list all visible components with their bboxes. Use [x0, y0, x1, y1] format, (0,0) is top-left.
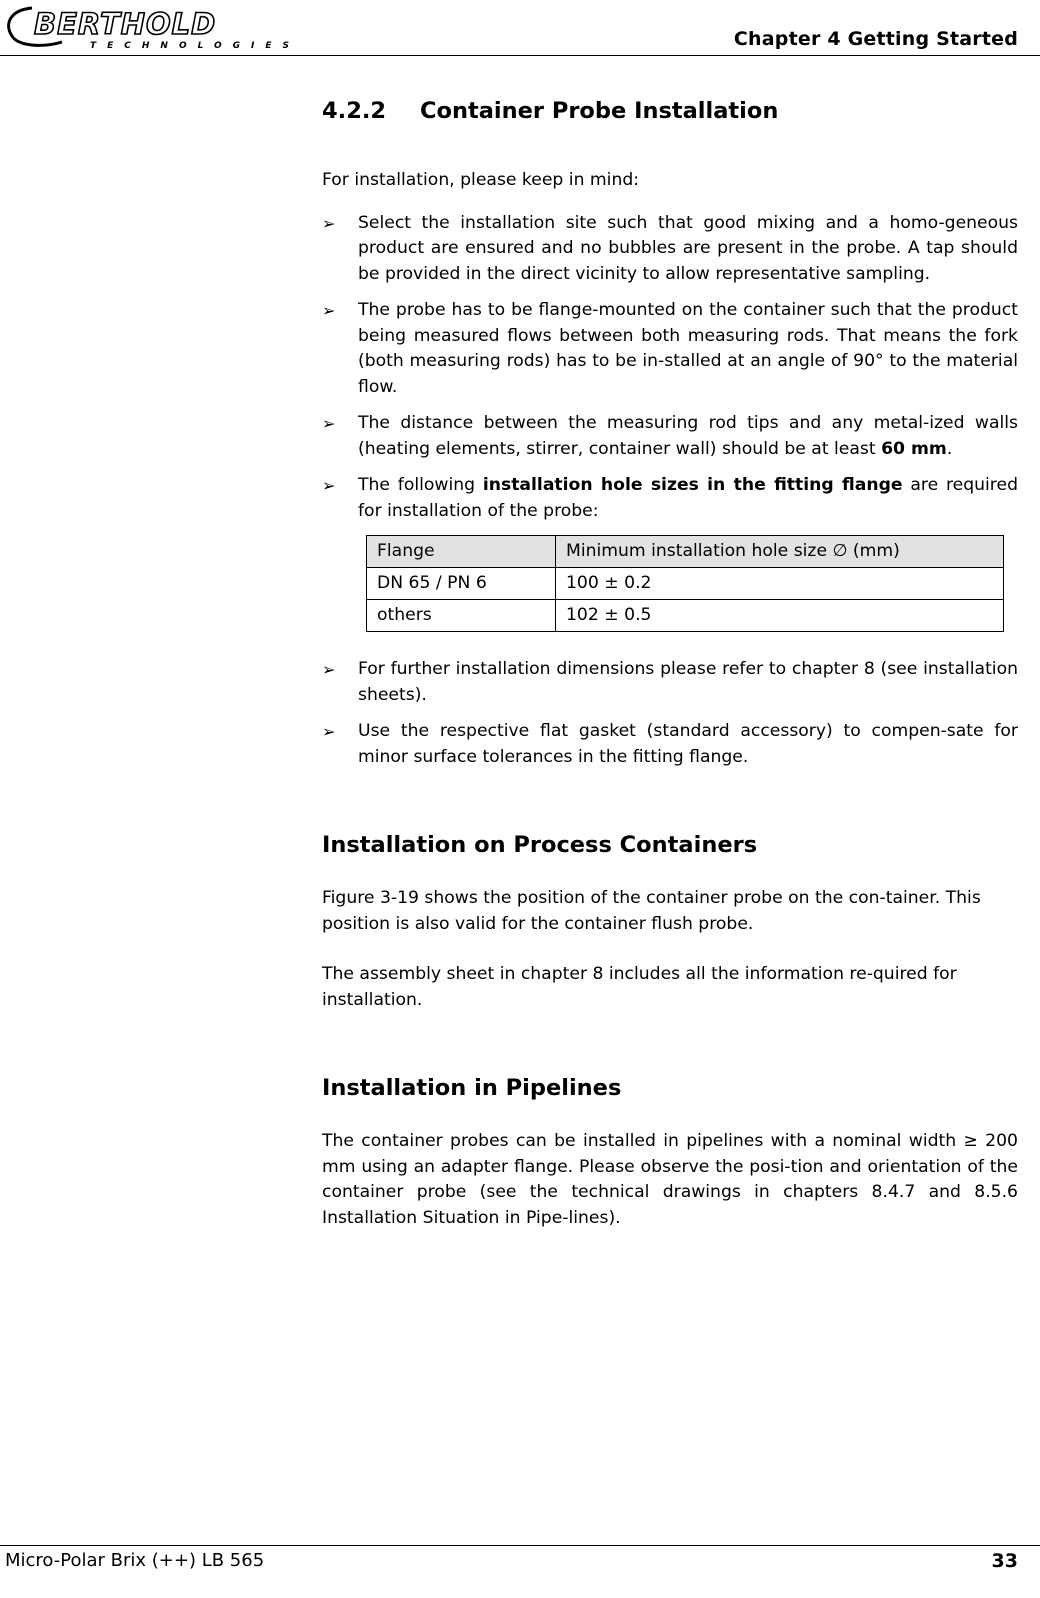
logo-wordmark: BERTHOLD — [34, 7, 217, 41]
pipelines-heading: Installation in Pipelines — [322, 1075, 622, 1101]
list-item — [322, 473, 1018, 524]
bullet-list-continued — [322, 657, 1018, 770]
table-row — [367, 568, 1004, 600]
process-containers-paragraph-2: The assembly sheet in chapter 8 includes all the information re-quired for installation. — [322, 964, 957, 1010]
list-item-text: . — [946, 438, 953, 459]
table-cell: 102 ± 0.5 — [556, 600, 1004, 632]
section-heading — [322, 96, 1018, 126]
table-row — [367, 600, 1004, 632]
pipelines-paragraph: The container probes can be installed in pipelines with a nominal width ≥ 200 mm using an adapter flange. Please observe the posi-tion and orientation of the container probe (see the technical drawings in chapters 8.4.7 and 8.5.6 Installation Situation in Pipe-lines). — [322, 1131, 1018, 1228]
table-cell: DN 65 / PN 6 — [367, 568, 556, 600]
table-cell: others — [367, 600, 556, 632]
list-item — [322, 298, 1018, 400]
arrow-bullet-icon: ➢ — [322, 213, 336, 233]
list-item-text: Use the respective flat gasket (standard accessory) to compen-sate for minor surface tolerances in the fitting flange. — [358, 721, 1018, 767]
table-cell: 100 ± 0.2 — [556, 568, 1004, 600]
table-header-cell: Minimum installation hole size ∅ (mm) — [556, 536, 1004, 568]
hole-size-table — [366, 535, 1004, 632]
section-title: Container Probe Installation — [420, 98, 779, 124]
arrow-bullet-icon: ➢ — [322, 301, 336, 320]
arrow-bullet-icon: ➢ — [322, 414, 336, 433]
list-item-text: The following — [358, 475, 483, 495]
arrow-bullet-icon: ➢ — [322, 660, 336, 679]
list-item — [322, 211, 1018, 288]
table-header-cell: Flange — [367, 536, 556, 568]
list-item — [322, 657, 1018, 708]
list-item — [322, 411, 1018, 462]
intro-text: For installation, please keep in mind: — [322, 170, 640, 190]
arrow-bullet-icon: ➢ — [322, 476, 336, 495]
list-item-text: For further installation dimensions please refer to chapter 8 (see installation sheets). — [358, 659, 1018, 705]
list-item-text: The probe has to be flange-mounted on the container such that the product being measured flows between both measuring rods. That means the fork (both measuring rods) has to be in-stalled at an angle of 90° to the material flow. — [358, 300, 1018, 397]
list-item-bold: installation hole sizes in the fitting flange — [482, 475, 903, 495]
process-containers-paragraph-1: Figure 3-19 shows the position of the container probe on the con-tainer. This position is also valid for the container flush probe. — [322, 888, 981, 934]
list-item-bold: 60 mm — [881, 438, 947, 459]
page-number: 33 — [991, 1550, 1018, 1572]
footer-rule — [0, 1545, 1040, 1546]
table-header-row — [367, 536, 1004, 568]
page-content — [322, 96, 1018, 1256]
logo-subtext: TECHNOLOGIES — [90, 41, 301, 51]
bullet-list — [322, 211, 1018, 525]
chapter-title: Chapter 4 Getting Started — [733, 28, 1018, 50]
list-item-text: The distance between the measuring rod tips and any metal-ized walls (heating elements, stirrer, container wall) should be at least — [358, 413, 1018, 459]
arrow-bullet-icon: ➢ — [322, 722, 336, 741]
section-number: 4.2.2 — [322, 98, 387, 124]
list-item — [322, 719, 1018, 770]
list-item-text: are required for installation of the probe: — [358, 475, 1018, 521]
list-item-text: Select the installation site such that good mixing and a homo-geneous product are ensured and no bubbles are present in the probe. A tap should be provided in the direct vicinity to allow representative sampling. — [358, 212, 1018, 284]
berthold-logo — [2, 2, 302, 52]
footer-product: Micro-Polar Brix (++) LB 565 — [5, 1550, 265, 1571]
header-rule — [0, 55, 1040, 56]
process-containers-heading: Installation on Process Containers — [322, 832, 758, 858]
